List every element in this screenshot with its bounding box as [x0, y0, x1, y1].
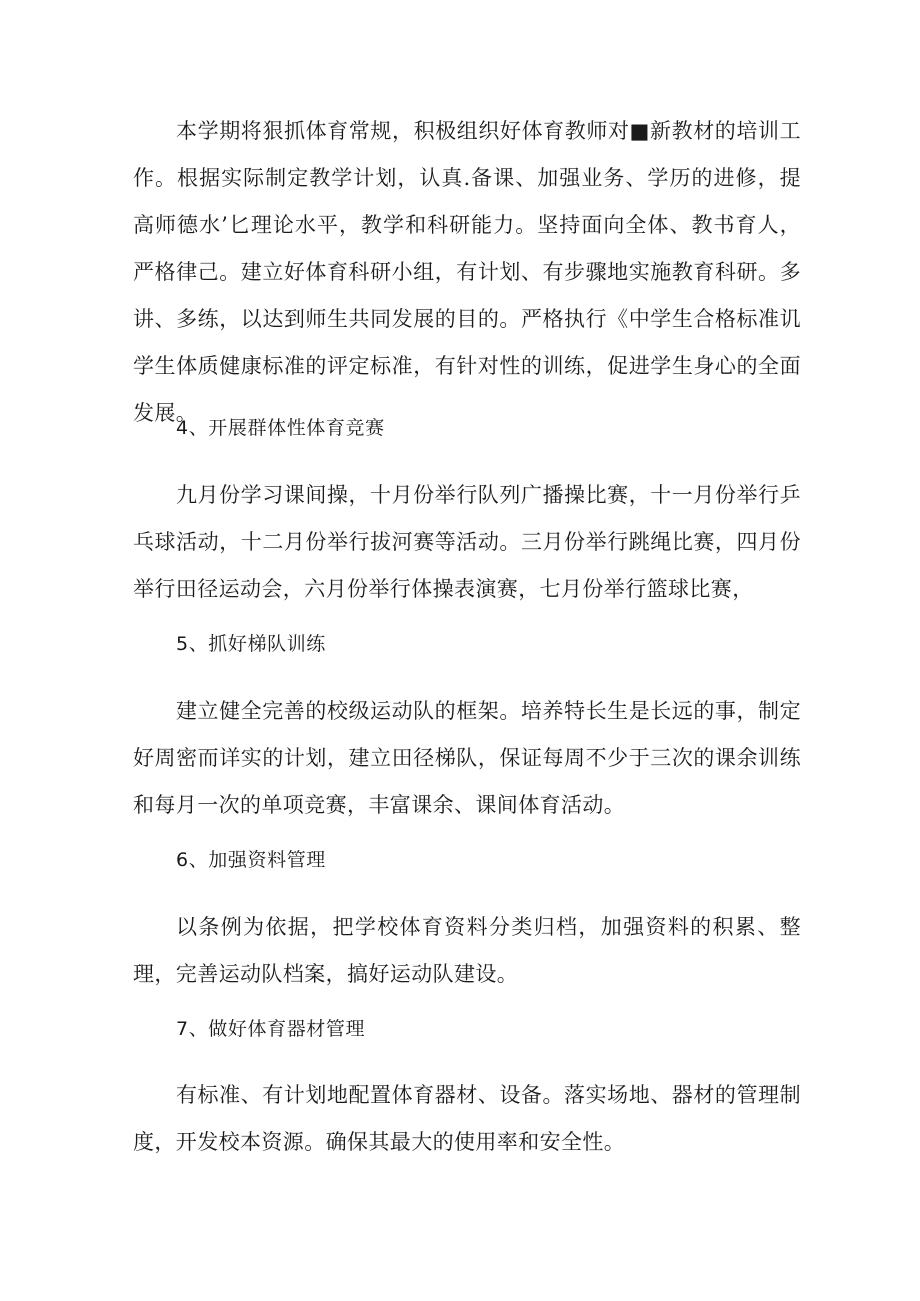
heading-equipment-management: 7、做好体育器材管理 [176, 1018, 366, 1040]
heading-team-training: 5、抓好梯队训练 [176, 633, 326, 655]
heading-competitions: 4、开展群体性体育竞赛 [176, 417, 385, 439]
paragraph-equipment-management: 有标准、有计划地配置体育器材、设备。落实场地、器材的管理制度，开发校本资源。确保其最大的使用率和安全性。 [133, 1083, 801, 1154]
paragraph-routine-training: 本学期将狠抓体育常规，积极组织好体育教师对■新教材的培训工作。根据实际制定教学计划，认真.备课、加强业务、学历的进修，提高师德水’匕理论水平，教学和科研能力。坚持面向全体、教书育人，严格律己。建立好体育科研小组，有计划、有步骤地实施教育科研。多讲、多练，以达到师生共同发展的目的。严格执行《中学生合格标准讥学生体质健康标准的评定标准，有针对性的训练，促进学生身心的全面发展。 [133, 119, 801, 425]
paragraph-competition-schedule: 九月份学习课间操，十月份举行队列广播操比赛，十一月份举行乒乓球活动，十二月份举行拔河赛等活动。三月份举行跳绳比赛，四月份举行田径运动会，六月份举行体操表演赛，七月份举行篮球比赛， [133, 483, 801, 601]
paragraph-records-management: 以条例为依据，把学校体育资料分类归档，加强资料的积累、整理，完善运动队档案，搞好运动队建设。 [133, 915, 801, 986]
heading-records-management: 6、加强资料管理 [176, 849, 326, 871]
paragraph-team-training: 建立健全完善的校级运动队的框架。培养特长生是长远的事，制定好周密而详实的计划，建立田径梯队，保证每周不少于三次的课余训练和每月一次的单项竞赛，丰富课余、课间体育活动。 [133, 699, 801, 817]
